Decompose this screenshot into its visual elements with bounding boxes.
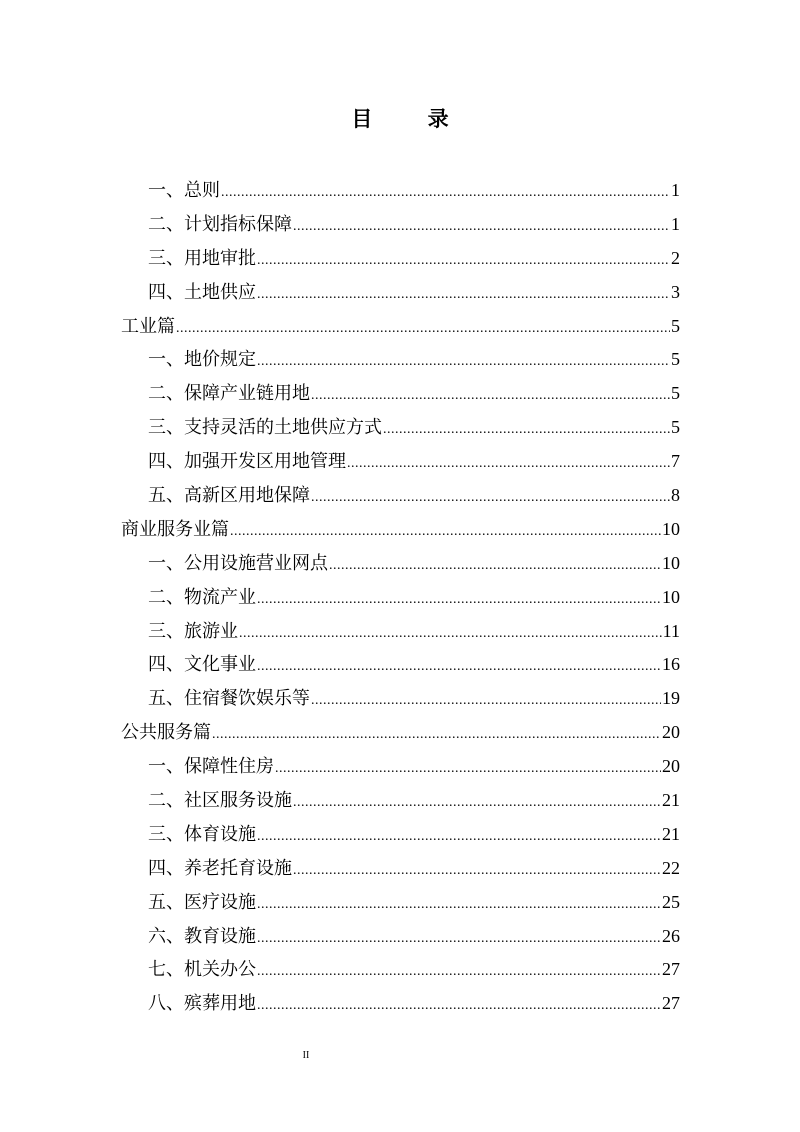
toc-entry[interactable] <box>121 276 680 310</box>
toc-dot-leader <box>257 989 661 1023</box>
toc-entry-page-number: 11 <box>662 620 680 641</box>
toc-entry-label: 三、支持灵活的土地供应方式 <box>148 417 382 439</box>
toc-entry[interactable] <box>121 953 680 987</box>
toc-entry-label: 二、社区服务设施 <box>148 790 292 812</box>
toc-dot-leader <box>311 379 670 413</box>
toc-entry-page-number: 5 <box>671 383 680 404</box>
toc-entry-page-number: 27 <box>662 993 680 1014</box>
toc-entry-page-number: 26 <box>662 925 680 946</box>
toc-entry-label: 四、土地供应 <box>148 281 256 303</box>
toc-entry-page-number: 2 <box>671 247 680 268</box>
toc-dot-leader <box>239 617 662 651</box>
toc-entry-page-number: 10 <box>662 552 680 573</box>
toc-entry-page-number: 7 <box>671 451 680 472</box>
toc-entry-page-number: 20 <box>662 756 680 777</box>
toc-entry-page-number: 5 <box>671 349 680 370</box>
toc-entry-page-number: 8 <box>671 485 680 506</box>
toc-entry-label: 一、总则 <box>148 180 220 201</box>
toc-entry[interactable] <box>121 615 680 649</box>
toc-dot-leader <box>257 820 661 854</box>
page-title: 目 录 <box>351 107 473 131</box>
toc-entry-label: 一、地价规定 <box>148 349 256 371</box>
toc-entry-page-number: 20 <box>662 722 680 743</box>
toc-entry[interactable] <box>121 174 680 208</box>
toc-entry-page-number: 1 <box>671 180 680 200</box>
toc-dot-leader <box>347 447 670 481</box>
toc-dot-leader <box>257 922 661 956</box>
toc-dot-leader <box>329 549 661 583</box>
toc-dot-leader <box>230 515 661 549</box>
toc-entry-page-number: 1 <box>671 213 680 234</box>
toc-entry-label: 五、高新区用地保障 <box>148 485 310 507</box>
toc-entry-label: 三、用地审批 <box>148 247 256 269</box>
toc-entry-label: 商业服务业篇 <box>121 518 229 540</box>
toc-entry[interactable] <box>121 818 680 852</box>
toc-dot-leader <box>257 888 661 922</box>
toc-dot-leader <box>257 345 670 379</box>
toc-entry-page-number: 25 <box>662 891 680 912</box>
toc-entry[interactable] <box>121 411 680 445</box>
toc-dot-leader <box>275 752 661 786</box>
toc-dot-leader <box>293 786 661 820</box>
toc-dot-leader <box>257 278 670 312</box>
toc-entry[interactable] <box>121 242 680 276</box>
toc-entry-page-number: 10 <box>662 518 680 539</box>
toc-entry[interactable] <box>121 581 680 615</box>
toc-entry-label: 三、体育设施 <box>148 823 256 845</box>
toc-entry[interactable] <box>121 377 680 411</box>
toc-entry-label: 公共服务篇 <box>121 722 211 744</box>
toc-entry-page-number: 21 <box>662 823 680 844</box>
toc-entry[interactable] <box>121 852 680 886</box>
toc-entry-label: 二、保障产业链用地 <box>148 383 310 405</box>
toc-entry-page-number: 5 <box>671 417 680 438</box>
toc-entry-label: 三、旅游业 <box>148 620 238 642</box>
footer-page-number: II <box>302 1050 310 1061</box>
toc-entry[interactable] <box>121 648 680 682</box>
toc-entry[interactable] <box>121 750 680 784</box>
toc-entry-label: 四、加强开发区用地管理 <box>148 451 346 473</box>
toc-dot-leader <box>212 718 661 752</box>
toc-dot-leader <box>257 244 670 278</box>
toc-entry-label: 二、计划指标保障 <box>148 213 292 235</box>
toc-entry[interactable] <box>121 310 680 344</box>
toc-entry[interactable] <box>121 547 680 581</box>
table-of-contents <box>121 174 680 1021</box>
toc-entry-page-number: 10 <box>662 586 680 607</box>
toc-entry-page-number: 27 <box>662 959 680 980</box>
toc-entry-label: 一、保障性住房 <box>148 756 274 778</box>
toc-entry-label: 六、教育设施 <box>148 925 256 947</box>
toc-dot-leader <box>311 684 661 718</box>
toc-entry-page-number: 19 <box>662 688 680 709</box>
toc-entry-label: 四、养老托育设施 <box>148 857 292 879</box>
toc-entry-label: 五、住宿餐饮娱乐等 <box>148 688 310 710</box>
toc-entry-label: 五、医疗设施 <box>148 891 256 913</box>
toc-entry-label: 一、公用设施营业网点 <box>148 552 328 574</box>
toc-entry-label: 二、物流产业 <box>148 586 256 608</box>
toc-entry-label: 工业篇 <box>121 315 175 337</box>
toc-entry-page-number: 3 <box>671 281 680 302</box>
toc-entry[interactable] <box>121 886 680 920</box>
toc-dot-leader <box>221 176 670 210</box>
toc-entry-page-number: 16 <box>662 654 680 675</box>
toc-entry[interactable] <box>121 479 680 513</box>
toc-dot-leader <box>311 481 670 515</box>
toc-entry-page-number: 5 <box>671 315 680 336</box>
toc-entry[interactable] <box>121 920 680 954</box>
toc-dot-leader <box>383 413 670 447</box>
toc-entry[interactable] <box>121 682 680 716</box>
toc-entry[interactable] <box>121 208 680 242</box>
toc-entry[interactable] <box>121 987 680 1021</box>
toc-entry-label: 七、机关办公 <box>148 959 256 981</box>
toc-dot-leader <box>257 650 661 684</box>
toc-entry-page-number: 21 <box>662 790 680 811</box>
toc-entry[interactable] <box>121 784 680 818</box>
toc-entry-label: 八、殡葬用地 <box>148 993 256 1015</box>
toc-dot-leader <box>293 854 661 888</box>
toc-entry-label: 四、文化事业 <box>148 654 256 676</box>
toc-dot-leader <box>257 955 661 989</box>
toc-entry[interactable] <box>121 513 680 547</box>
toc-dot-leader <box>257 583 661 617</box>
toc-dot-leader <box>176 312 670 346</box>
toc-entry[interactable] <box>121 343 680 377</box>
toc-entry-page-number: 22 <box>662 857 680 878</box>
toc-dot-leader <box>293 210 670 244</box>
toc-entry[interactable] <box>121 716 680 750</box>
toc-entry[interactable] <box>121 445 680 479</box>
